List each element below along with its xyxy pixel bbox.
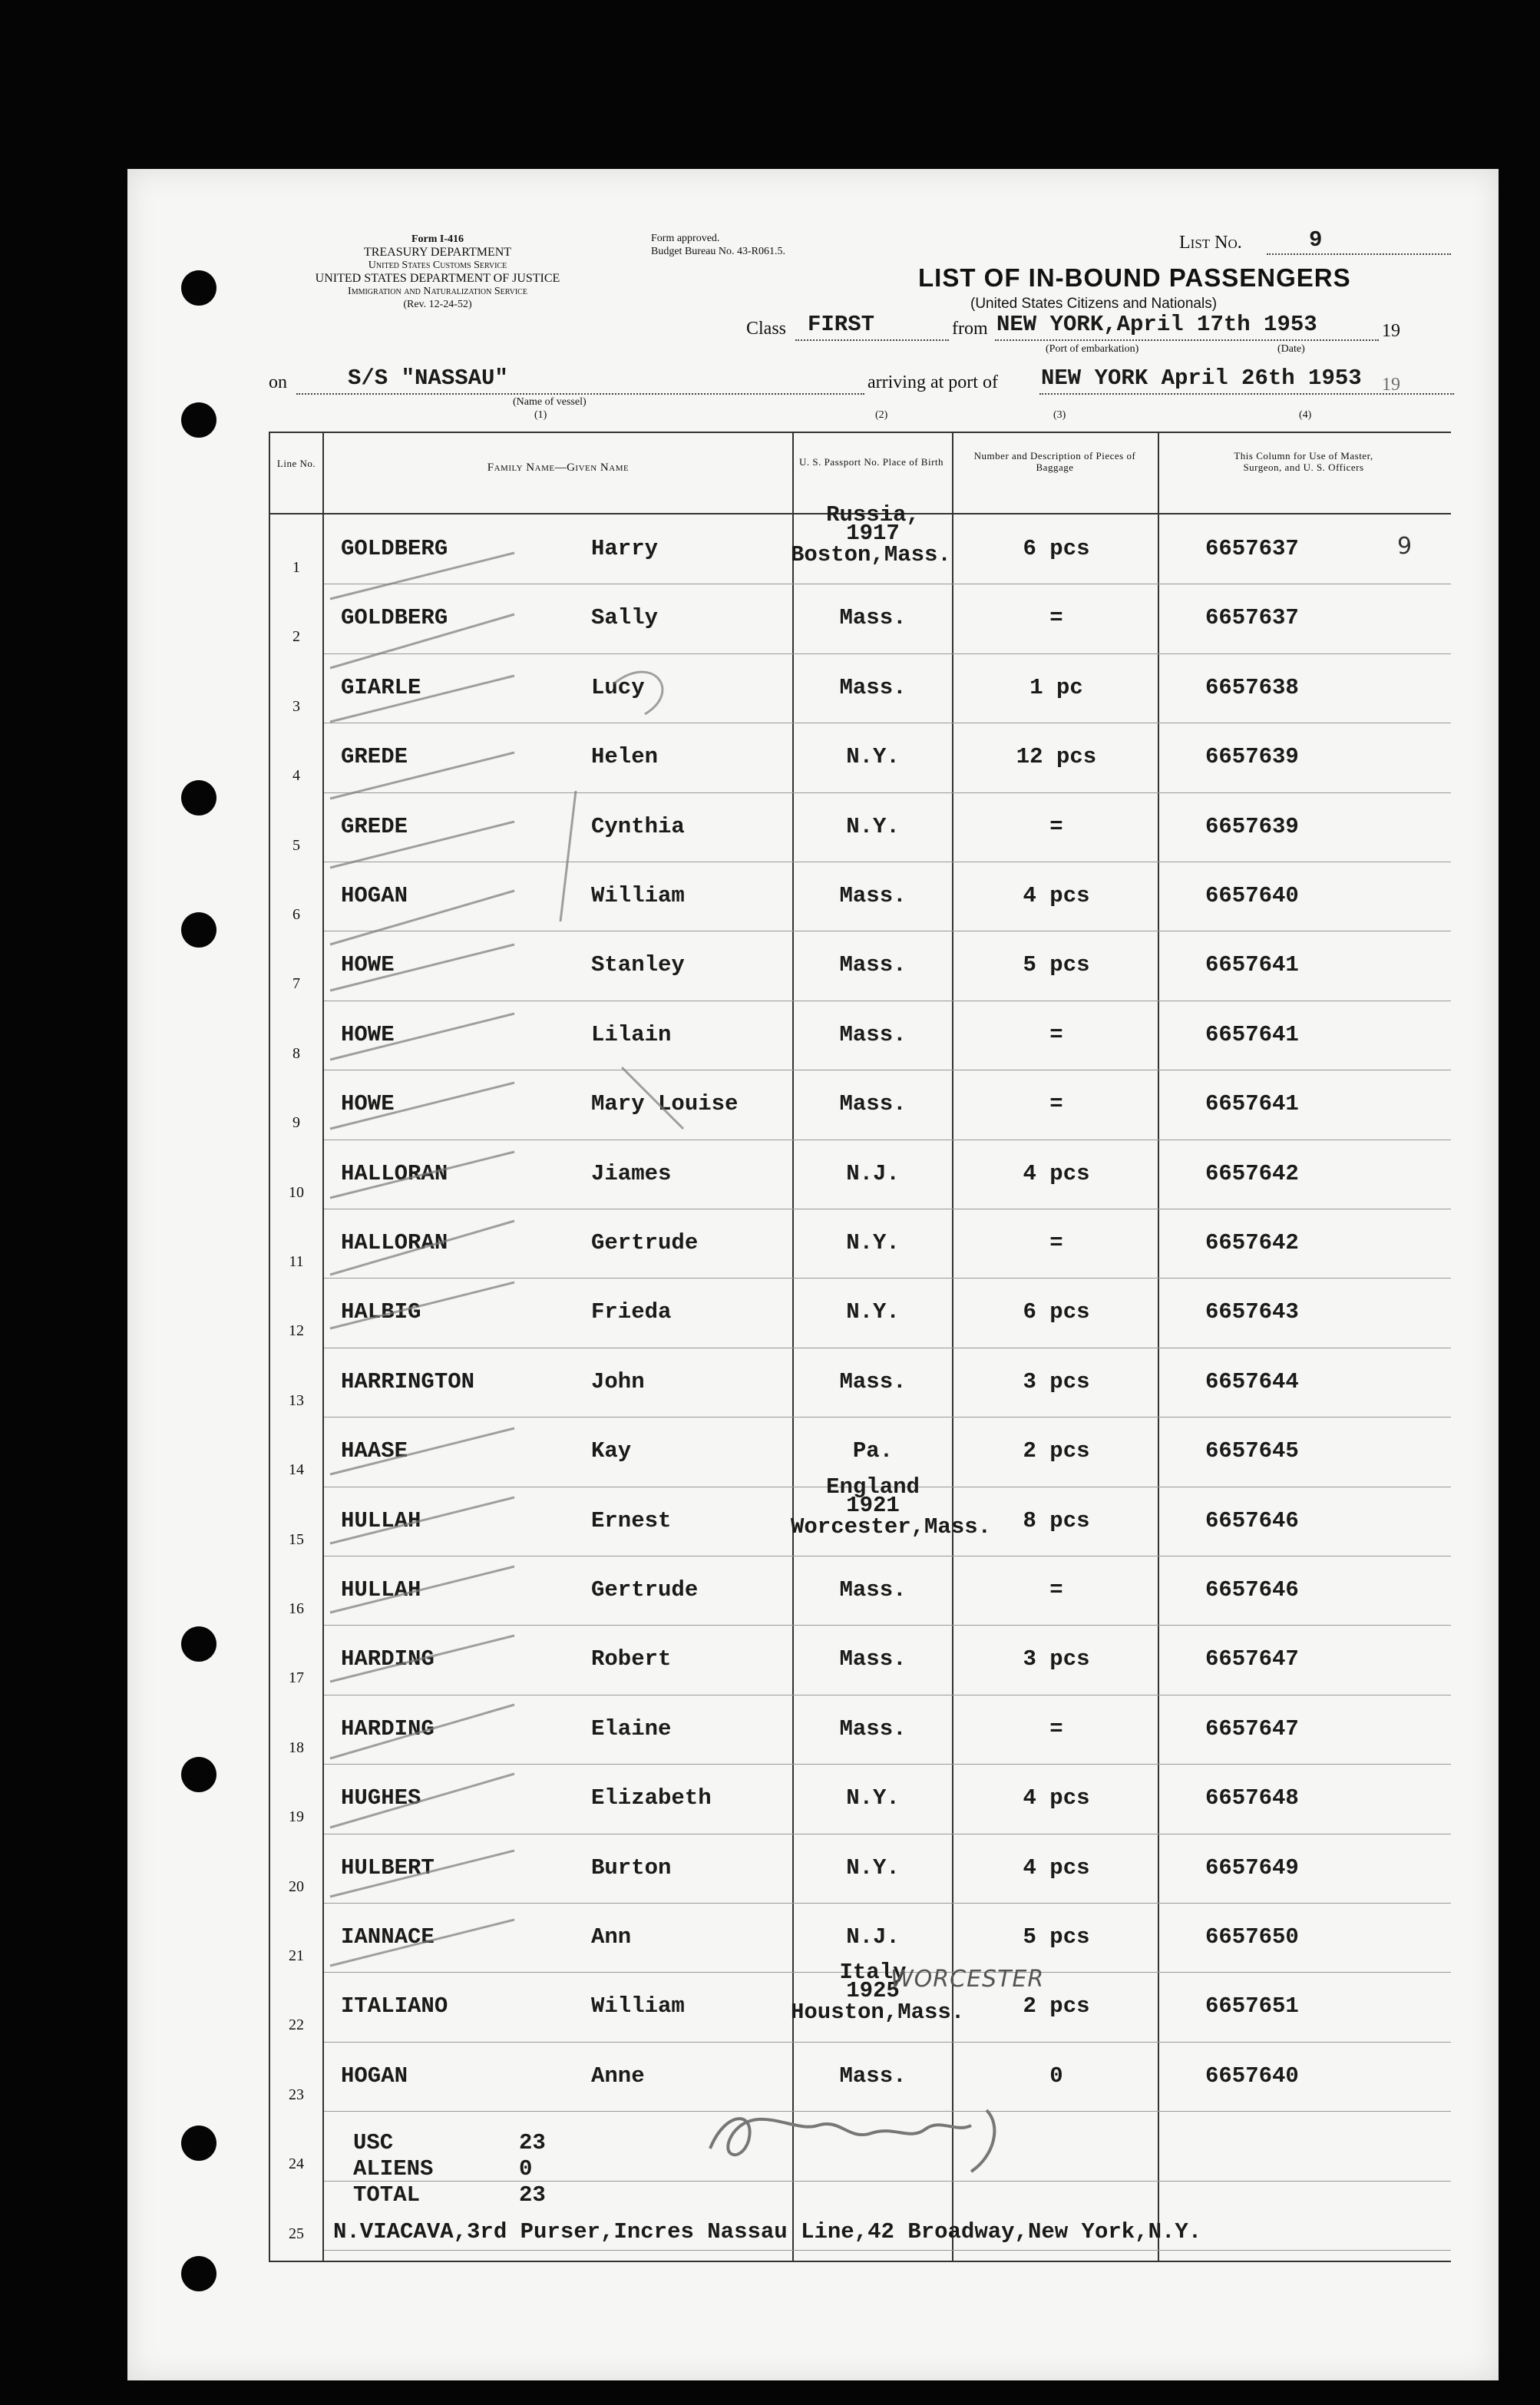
date-caption: (Date) xyxy=(1277,343,1305,355)
officer-number: 6657644 xyxy=(1205,1368,1299,1394)
row-divider xyxy=(324,2250,1451,2251)
form-number: Form I-416 xyxy=(411,233,464,245)
place-of-birth: N.Y. xyxy=(846,1854,900,1881)
line-number: 7 xyxy=(292,975,300,993)
officer-number: 6657641 xyxy=(1205,1021,1299,1047)
given-name: Frieda xyxy=(591,1299,672,1325)
line-number: 9 xyxy=(292,1114,300,1132)
col-header-officers: This Column for Use of Master, Surgeon, and U. S. Officers xyxy=(1234,450,1373,473)
line-number: 16 xyxy=(289,1600,304,1617)
year-suffix: 19 xyxy=(1382,321,1400,341)
col-header-passport: U. S. Passport No. Place of Birth xyxy=(798,456,944,468)
baggage: 3 pcs xyxy=(1023,1646,1090,1672)
family-name: HOGAN xyxy=(341,2063,408,2089)
aliens-count: 0 xyxy=(519,2156,533,2182)
line-number: 22 xyxy=(289,2016,304,2034)
family-name: HAASE xyxy=(341,1438,408,1464)
birth-city: Boston,Mass. xyxy=(791,542,951,567)
total-label: TOTAL xyxy=(353,2182,421,2208)
pencil-marks xyxy=(322,514,1013,2127)
birth-city: Houston,Mass. xyxy=(791,2000,965,2026)
list-no-value: 9 xyxy=(1309,227,1323,253)
caption-2: (2) xyxy=(875,409,888,421)
baggage: 4 pcs xyxy=(1023,1160,1090,1186)
col-header-baggage: Number and Description of Pieces of Baggage xyxy=(973,450,1136,473)
birth-year: 1921 xyxy=(846,1492,900,1518)
family-name: HULBERT xyxy=(341,1854,435,1881)
caption-1: (1) xyxy=(534,409,547,421)
officer-number: 6657637 xyxy=(1205,605,1299,631)
officer-number: 6657641 xyxy=(1205,1091,1299,1117)
birth-year: 1917 xyxy=(846,521,900,546)
line-number: 2 xyxy=(292,628,300,646)
given-name: Elaine xyxy=(591,1715,672,1742)
baggage: = xyxy=(1049,605,1063,631)
family-name: HULLAH xyxy=(341,1507,421,1533)
officer-mark: 9 xyxy=(1397,533,1413,560)
family-name: HOWE xyxy=(341,1021,395,1047)
family-name: HARDING xyxy=(341,1715,435,1742)
from-label: from xyxy=(952,319,988,339)
family-name: GOLDBERG xyxy=(341,536,448,561)
officer-number: 6657651 xyxy=(1205,1993,1299,2020)
officer-number: 6657643 xyxy=(1205,1299,1299,1325)
officer-number: 6657646 xyxy=(1205,1507,1299,1533)
officer-number: 6657638 xyxy=(1205,674,1299,700)
given-name: Mary Louise xyxy=(591,1091,739,1117)
officer-number: 6657639 xyxy=(1205,744,1299,770)
family-name: HOWE xyxy=(341,952,395,978)
family-name: HALLORAN xyxy=(341,1160,448,1186)
baggage: = xyxy=(1049,813,1063,839)
line-number: 25 xyxy=(289,2225,304,2242)
family-name: GREDE xyxy=(341,813,408,839)
form-approved: Form approved. xyxy=(651,233,720,244)
usc-count: 23 xyxy=(519,2130,546,2155)
place-of-birth: Mass. xyxy=(839,1021,907,1047)
baggage: = xyxy=(1049,1021,1063,1047)
budget-number: Budget Bureau No. 43-R061.5. xyxy=(651,246,785,257)
place-of-birth: Mass. xyxy=(839,1577,907,1603)
customs-service: United States Customs Service xyxy=(368,260,507,271)
caption-4: (4) xyxy=(1299,409,1312,421)
revision-date: (Rev. 12-24-52) xyxy=(403,299,472,310)
line-number: 24 xyxy=(289,2155,304,2173)
officer-number: 6657646 xyxy=(1205,1577,1299,1603)
punch-hole xyxy=(181,402,216,438)
place-of-birth: N.J. xyxy=(846,1160,900,1186)
family-name: GREDE xyxy=(341,744,408,770)
given-name: John xyxy=(591,1368,645,1394)
line-number: 8 xyxy=(292,1044,300,1062)
baggage: 6 pcs xyxy=(1023,536,1090,561)
officer-number: 6657640 xyxy=(1205,883,1299,908)
port-embark-caption: (Port of embarkation) xyxy=(1046,343,1139,355)
line-number: 12 xyxy=(289,1322,304,1340)
given-name: Kay xyxy=(591,1438,632,1464)
place-of-birth: N.Y. xyxy=(846,1299,900,1325)
col-header-line-no: Line No. xyxy=(276,458,316,469)
line-number: 19 xyxy=(289,1808,304,1826)
baggage: 3 pcs xyxy=(1023,1368,1090,1394)
given-name: Sally xyxy=(591,605,659,631)
place-of-birth: N.Y. xyxy=(846,813,900,839)
baggage: 8 pcs xyxy=(1023,1507,1090,1533)
officer-number: 6657640 xyxy=(1205,2063,1299,2089)
given-name: Ann xyxy=(591,1924,632,1950)
baggage: 4 pcs xyxy=(1023,1785,1090,1811)
baggage: 4 pcs xyxy=(1023,1854,1090,1881)
col-header-name: Family Name—Given Name xyxy=(487,461,630,474)
vessel-caption: (Name of vessel) xyxy=(513,396,587,408)
family-name: HALBIG xyxy=(341,1299,421,1325)
place-of-birth: Mass. xyxy=(839,674,907,700)
line-number: 3 xyxy=(292,697,300,715)
birth-country: Italy xyxy=(839,1960,907,1986)
family-name: GIARLE xyxy=(341,674,421,700)
baggage: = xyxy=(1049,1577,1063,1603)
baggage: = xyxy=(1049,1230,1063,1255)
officer-number: 6657647 xyxy=(1205,1646,1299,1672)
line-number: 10 xyxy=(289,1183,304,1201)
place-of-birth: Mass. xyxy=(839,605,907,631)
list-no-label: List No. xyxy=(1179,233,1242,253)
family-name: HOGAN xyxy=(341,883,408,908)
place-of-birth: N.Y. xyxy=(846,744,900,770)
birth-city: Worcester,Mass. xyxy=(791,1513,992,1540)
given-name: Helen xyxy=(591,744,659,770)
baggage: 4 pcs xyxy=(1023,883,1090,908)
arrival-year-suffix: 19 xyxy=(1382,375,1400,395)
aliens-label: ALIENS xyxy=(353,2156,434,2182)
birth-country: England xyxy=(826,1474,920,1500)
baggage: 0 xyxy=(1049,2063,1063,2089)
vessel-name: S/S "NASSAU" xyxy=(348,366,508,391)
baggage: 1 pc xyxy=(1029,674,1083,700)
on-label: on xyxy=(269,372,287,392)
officer-number: 6657641 xyxy=(1205,952,1299,978)
line-number: 11 xyxy=(289,1253,304,1270)
family-name: GOLDBERG xyxy=(341,605,448,631)
line-number: 13 xyxy=(289,1391,304,1409)
given-name: Robert xyxy=(591,1646,672,1672)
family-name: HALLORAN xyxy=(341,1230,448,1255)
officer-number: 6657650 xyxy=(1205,1924,1299,1950)
given-name: Lilain xyxy=(591,1021,672,1047)
place-of-birth: Mass. xyxy=(839,1715,907,1742)
family-name: IANNACE xyxy=(341,1924,435,1950)
punch-hole xyxy=(181,270,216,306)
officer-number: 6657649 xyxy=(1205,1854,1299,1881)
form-approval xyxy=(651,232,785,258)
total-count: 23 xyxy=(519,2182,546,2208)
punch-hole xyxy=(181,1626,216,1662)
family-name: HARDING xyxy=(341,1646,435,1672)
place-of-birth: Mass. xyxy=(839,883,907,908)
place-of-birth: Mass. xyxy=(839,1091,907,1117)
baggage: 6 pcs xyxy=(1023,1299,1090,1325)
form-header-left xyxy=(269,233,606,311)
purser-line: N.VIACAVA,3rd Purser,Incres Nassau Line,42 Broadway,New York,N.Y. xyxy=(333,2219,1202,2245)
baggage: 5 pcs xyxy=(1023,1924,1090,1950)
punch-hole xyxy=(181,2125,216,2161)
baggage: 2 pcs xyxy=(1023,1993,1090,2020)
embarkation-value: NEW YORK,April 17th 1953 xyxy=(996,312,1317,337)
justice-department: UNITED STATES DEPARTMENT OF JUSTICE xyxy=(315,272,560,285)
baggage: = xyxy=(1049,1715,1063,1742)
line-number: 21 xyxy=(289,1947,304,1964)
row-divider xyxy=(324,2181,1451,2182)
baggage: 5 pcs xyxy=(1023,952,1090,978)
line-number: 18 xyxy=(289,1738,304,1756)
family-name: HARRINGTON xyxy=(341,1368,475,1394)
officer-number: 6657639 xyxy=(1205,813,1299,839)
place-of-birth: Mass. xyxy=(839,2063,907,2089)
family-name: HOWE xyxy=(341,1091,395,1117)
place-of-birth: N.J. xyxy=(846,1924,900,1950)
officer-number: 6657642 xyxy=(1205,1160,1299,1186)
place-of-birth: Pa. xyxy=(852,1438,894,1464)
given-name: Jiames xyxy=(591,1160,672,1186)
given-name: Gertrude xyxy=(591,1230,699,1255)
officer-number: 6657642 xyxy=(1205,1230,1299,1255)
place-of-birth: N.Y. xyxy=(846,1785,900,1811)
line-number: 1 xyxy=(292,559,300,576)
line-number: 23 xyxy=(289,2086,304,2103)
caption-3: (3) xyxy=(1053,409,1066,421)
family-name: HULLAH xyxy=(341,1577,421,1603)
punch-hole xyxy=(181,2256,216,2291)
totals-values xyxy=(519,2130,546,2208)
arrival-value: NEW YORK April 26th 1953 xyxy=(1041,366,1362,391)
place-of-birth: Mass. xyxy=(839,1368,907,1394)
line-number: 4 xyxy=(292,767,300,785)
given-name: William xyxy=(591,883,685,908)
family-name: HUGHES xyxy=(341,1785,421,1811)
punch-hole xyxy=(181,1757,216,1792)
line-number: 6 xyxy=(292,906,300,923)
officer-number: 6657647 xyxy=(1205,1715,1299,1742)
family-name: ITALIANO xyxy=(341,1993,448,2020)
baggage: 12 pcs xyxy=(1016,744,1097,770)
place-of-birth: Mass. xyxy=(839,952,907,978)
immigration-service: Immigration and Naturalization Service xyxy=(348,286,527,297)
baggage: = xyxy=(1049,1091,1063,1117)
given-name: Anne xyxy=(591,2063,645,2089)
line-number: 5 xyxy=(292,836,300,854)
place-of-birth: Mass. xyxy=(839,1646,907,1672)
punch-hole xyxy=(181,912,216,948)
officer-number: 6657637 xyxy=(1205,536,1299,561)
line-number: 17 xyxy=(289,1669,304,1687)
line-number: 15 xyxy=(289,1530,304,1548)
arriving-label: arriving at port of xyxy=(867,372,998,392)
handwritten-annotation: WORCESTER xyxy=(891,1966,1045,1993)
given-name: Lucy xyxy=(591,674,645,700)
given-name: Ernest xyxy=(591,1507,672,1533)
form-subtitle: (United States Citizens and Nationals) xyxy=(970,296,1218,312)
given-name: Stanley xyxy=(591,952,685,978)
punch-hole xyxy=(181,780,216,815)
given-name: Cynthia xyxy=(591,813,685,839)
given-name: Burton xyxy=(591,1854,672,1881)
given-name: Elizabeth xyxy=(591,1785,712,1811)
form-title: LIST OF IN-BOUND PASSENGERS xyxy=(918,263,1351,292)
given-name: Gertrude xyxy=(591,1577,699,1603)
treasury-department: TREASURY DEPARTMENT xyxy=(363,246,512,259)
officer-number: 6657645 xyxy=(1205,1438,1299,1464)
line-number: 14 xyxy=(289,1461,304,1479)
place-of-birth: N.Y. xyxy=(846,1230,900,1255)
line-number: 20 xyxy=(289,1877,304,1895)
class-label: Class xyxy=(746,319,787,339)
class-value: FIRST xyxy=(808,312,875,337)
totals-labels xyxy=(353,2130,433,2208)
birth-year: 1925 xyxy=(846,1978,900,2004)
usc-label: USC xyxy=(353,2130,394,2155)
baggage: 2 pcs xyxy=(1023,1438,1090,1464)
given-name: Harry xyxy=(591,536,659,561)
officer-number: 6657648 xyxy=(1205,1785,1299,1811)
given-name: William xyxy=(591,1993,685,2020)
birth-country: Russia, xyxy=(826,502,920,528)
